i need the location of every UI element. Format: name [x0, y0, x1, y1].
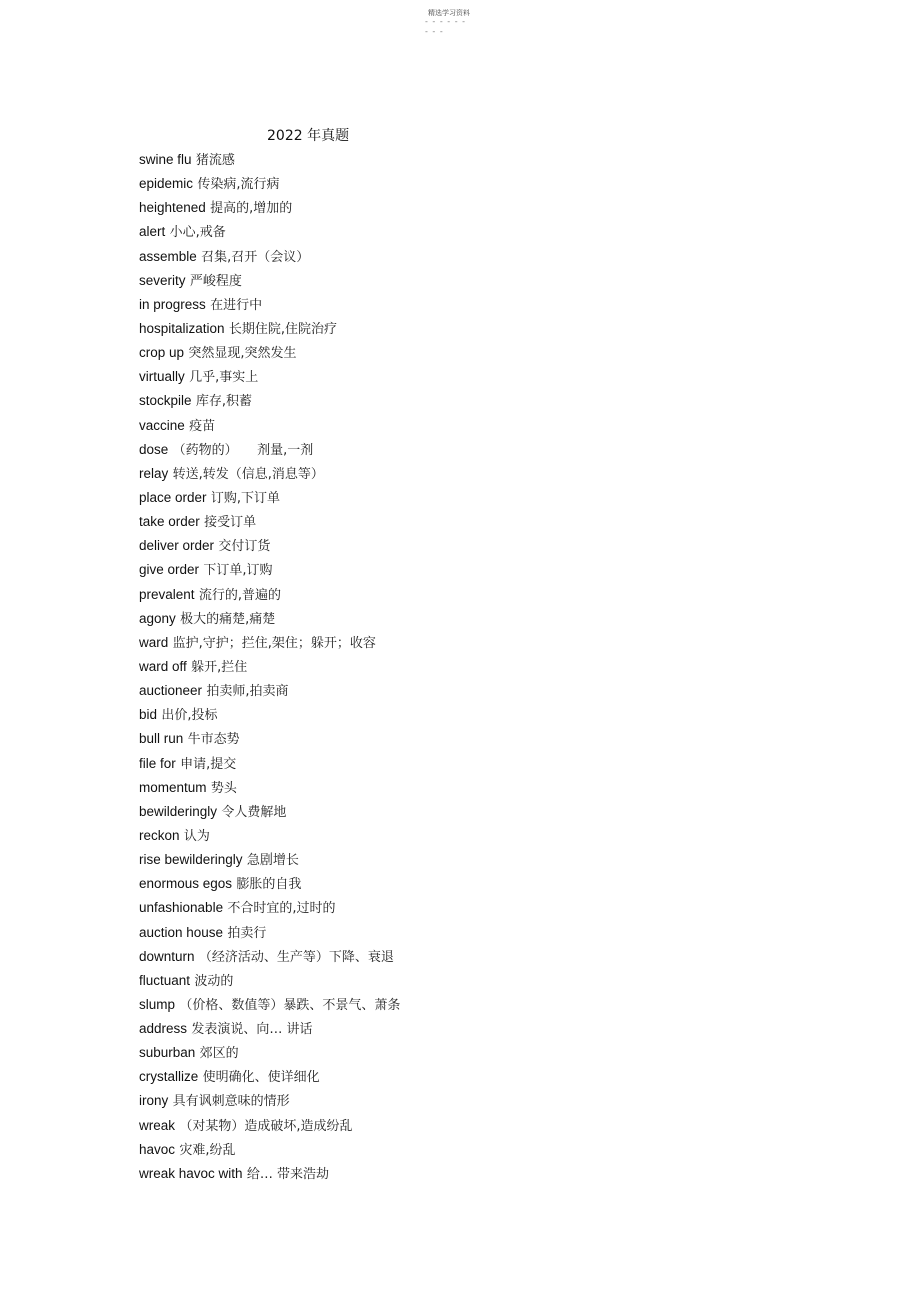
- vocab-entry: [139, 1140, 400, 1164]
- vocab-meaning: 猪流感: [195, 153, 235, 168]
- vocab-entry: [139, 1043, 400, 1067]
- vocab-term: crop up: [139, 345, 185, 361]
- vocab-term: file for: [139, 755, 176, 771]
- vocab-meaning: （价格、数值等）暴跌、不景气、萧条: [179, 997, 401, 1013]
- vocab-term: virtually: [139, 369, 185, 385]
- vocab-meaning: 灾难,纷乱: [179, 1142, 236, 1158]
- vocab-entry: [139, 947, 400, 971]
- vocab-entry: [139, 174, 400, 198]
- vocab-meaning: 几乎,事实上: [189, 370, 259, 386]
- vocab-entry: [139, 319, 400, 343]
- vocab-term: relay: [139, 465, 169, 481]
- vocab-entry: [139, 391, 400, 415]
- vocab-entry: [139, 222, 400, 246]
- vocab-entry: [139, 826, 400, 850]
- vocab-entry: [139, 898, 400, 922]
- vocab-term: fluctuant: [139, 972, 191, 988]
- vocab-meaning: 极大的痛楚,痛楚: [180, 611, 276, 627]
- vocab-entry: [139, 802, 400, 826]
- vocab-meaning: 召集,召开（会议）: [201, 249, 310, 265]
- vocab-entry: [139, 247, 400, 271]
- vocab-term: alert: [139, 224, 166, 240]
- vocab-term: havoc: [139, 1141, 176, 1157]
- vocab-entry: [139, 1116, 400, 1140]
- vocab-meaning: （对某物）造成破坏,造成纷乱: [179, 1118, 353, 1134]
- vocab-meaning: 膨胀的自我: [236, 877, 302, 893]
- vocab-entry: [139, 464, 400, 488]
- vocab-entry: [139, 536, 400, 560]
- vocab-entry: [139, 1164, 400, 1188]
- vocab-meaning: 交付订货: [218, 539, 271, 555]
- vocab-meaning: 发表演说、向… 讲话: [191, 1022, 313, 1038]
- vocab-term: stockpile: [139, 393, 192, 409]
- vocab-entry: [139, 971, 400, 995]
- vocab-meaning: 躲开,拦住: [191, 659, 248, 675]
- vocab-meaning: 接受订单: [204, 515, 257, 531]
- vocab-term: enormous egos: [139, 876, 233, 892]
- header-dash-decoration: [425, 17, 495, 37]
- vocab-meaning: （药物的） 剂量,一剂: [172, 442, 314, 458]
- vocab-entry: [139, 1019, 400, 1043]
- vocabulary-list: [139, 150, 400, 1188]
- vocab-term: epidemic: [139, 176, 194, 192]
- vocab-meaning: 库存,积蓄: [195, 394, 252, 410]
- vocab-term: prevalent: [139, 586, 195, 602]
- vocab-entry: [139, 440, 400, 464]
- vocab-term: in progress: [139, 296, 206, 312]
- vocab-term: bull run: [139, 731, 184, 747]
- vocab-entry: [139, 1067, 400, 1091]
- vocab-meaning: 疫苗: [189, 418, 216, 434]
- page-title: 2022 年真题: [267, 128, 350, 144]
- vocab-term: agony: [139, 610, 176, 626]
- vocab-term: heightened: [139, 200, 206, 216]
- vocab-term: vaccine: [139, 417, 185, 433]
- vocab-meaning: 长期住院,住院治疗: [228, 321, 337, 337]
- vocab-meaning: 下订单,订购: [203, 563, 273, 579]
- vocab-term: dose: [139, 441, 169, 457]
- vocab-term: reckon: [139, 827, 180, 843]
- vocab-term: irony: [139, 1093, 169, 1109]
- header-watermark-note: 精选学习资料: [428, 9, 470, 17]
- vocab-entry: [139, 681, 400, 705]
- vocab-meaning: 小心,戒备: [169, 225, 226, 241]
- vocab-meaning: 郊区的: [199, 1046, 239, 1062]
- vocab-meaning: 拍卖行: [227, 925, 267, 941]
- vocab-meaning: 监护,守护；拦住,架住；躲开；收容: [172, 635, 376, 651]
- vocab-term: bewilderingly: [139, 803, 218, 819]
- vocab-meaning: 订购,下订单: [210, 490, 280, 506]
- vocab-entry: [139, 778, 400, 802]
- vocab-meaning: 转送,转发（信息,消息等）: [172, 466, 324, 482]
- vocab-entry: [139, 754, 400, 778]
- header-dash-line-1: - - - - - -: [425, 17, 467, 26]
- vocab-entry: [139, 343, 400, 367]
- vocab-entry: [139, 585, 400, 609]
- vocab-meaning: 波动的: [194, 973, 234, 989]
- vocab-term: deliver order: [139, 538, 215, 554]
- vocab-entry: [139, 633, 400, 657]
- vocab-entry: [139, 416, 400, 440]
- vocab-meaning: 牛市态势: [187, 732, 240, 748]
- vocab-term: assemble: [139, 248, 197, 264]
- vocab-term: severity: [139, 272, 186, 288]
- vocab-term: ward off: [139, 658, 187, 674]
- vocab-entry: [139, 198, 400, 222]
- header-dash-line-2: - - -: [425, 27, 444, 36]
- vocab-term: give order: [139, 562, 200, 578]
- vocab-term: swine flu: [139, 152, 192, 167]
- vocab-meaning: 使明确化、使详细化: [202, 1070, 320, 1086]
- vocab-term: crystallize: [139, 1069, 199, 1085]
- vocab-term: hospitalization: [139, 320, 225, 336]
- vocab-meaning: 具有讽刺意味的情形: [172, 1094, 290, 1110]
- vocab-meaning: 严峻程度: [189, 273, 242, 289]
- vocab-meaning: 提高的,增加的: [210, 201, 293, 217]
- vocab-meaning: 在进行中: [210, 297, 263, 313]
- vocab-entry: [139, 150, 400, 174]
- vocab-term: wreak havoc with: [139, 1165, 243, 1181]
- vocab-meaning: 给… 带来浩劫: [246, 1166, 329, 1182]
- vocab-entry: [139, 1091, 400, 1115]
- vocab-meaning: 令人费解地: [221, 804, 287, 820]
- vocab-term: auction house: [139, 924, 224, 940]
- vocab-entry: [139, 874, 400, 898]
- vocab-meaning: 申请,提交: [180, 756, 237, 772]
- vocab-entry: [139, 995, 400, 1019]
- vocab-meaning: 出价,投标: [161, 708, 218, 724]
- vocab-entry: [139, 512, 400, 536]
- vocab-entry: [139, 609, 400, 633]
- vocab-term: downturn: [139, 948, 195, 964]
- vocab-term: place order: [139, 489, 207, 505]
- vocab-entry: [139, 729, 400, 753]
- vocab-term: unfashionable: [139, 900, 224, 916]
- vocab-entry: [139, 367, 400, 391]
- vocab-term: suburban: [139, 1045, 196, 1061]
- vocab-meaning: 拍卖师,拍卖商: [206, 684, 289, 700]
- vocab-term: address: [139, 1021, 188, 1037]
- vocab-entry: [139, 560, 400, 584]
- vocab-term: take order: [139, 514, 200, 530]
- vocab-entry: [139, 271, 400, 295]
- vocab-meaning: 势头: [210, 780, 237, 796]
- vocab-entry: [139, 850, 400, 874]
- vocab-entry: [139, 488, 400, 512]
- vocab-term: wreak: [139, 1117, 176, 1133]
- vocab-meaning: 不合时宜的,过时的: [227, 901, 336, 917]
- vocab-term: ward: [139, 634, 169, 650]
- vocab-term: rise bewilderingly: [139, 852, 243, 868]
- vocab-entry: [139, 705, 400, 729]
- vocab-term: auctioneer: [139, 683, 203, 699]
- vocab-entry: [139, 295, 400, 319]
- vocab-term: momentum: [139, 779, 207, 795]
- vocab-entry: [139, 657, 400, 681]
- vocab-meaning: 突然显现,突然发生: [188, 346, 297, 362]
- vocab-meaning: （经济活动、生产等）下降、衰退: [198, 949, 394, 965]
- vocab-term: slump: [139, 996, 176, 1012]
- vocab-meaning: 流行的,普遍的: [198, 587, 281, 603]
- vocab-entry: [139, 923, 400, 947]
- vocab-meaning: 认为: [183, 828, 210, 844]
- vocab-meaning: 传染病,流行病: [197, 177, 280, 193]
- vocab-meaning: 急剧增长: [246, 853, 299, 869]
- vocab-term: bid: [139, 707, 158, 723]
